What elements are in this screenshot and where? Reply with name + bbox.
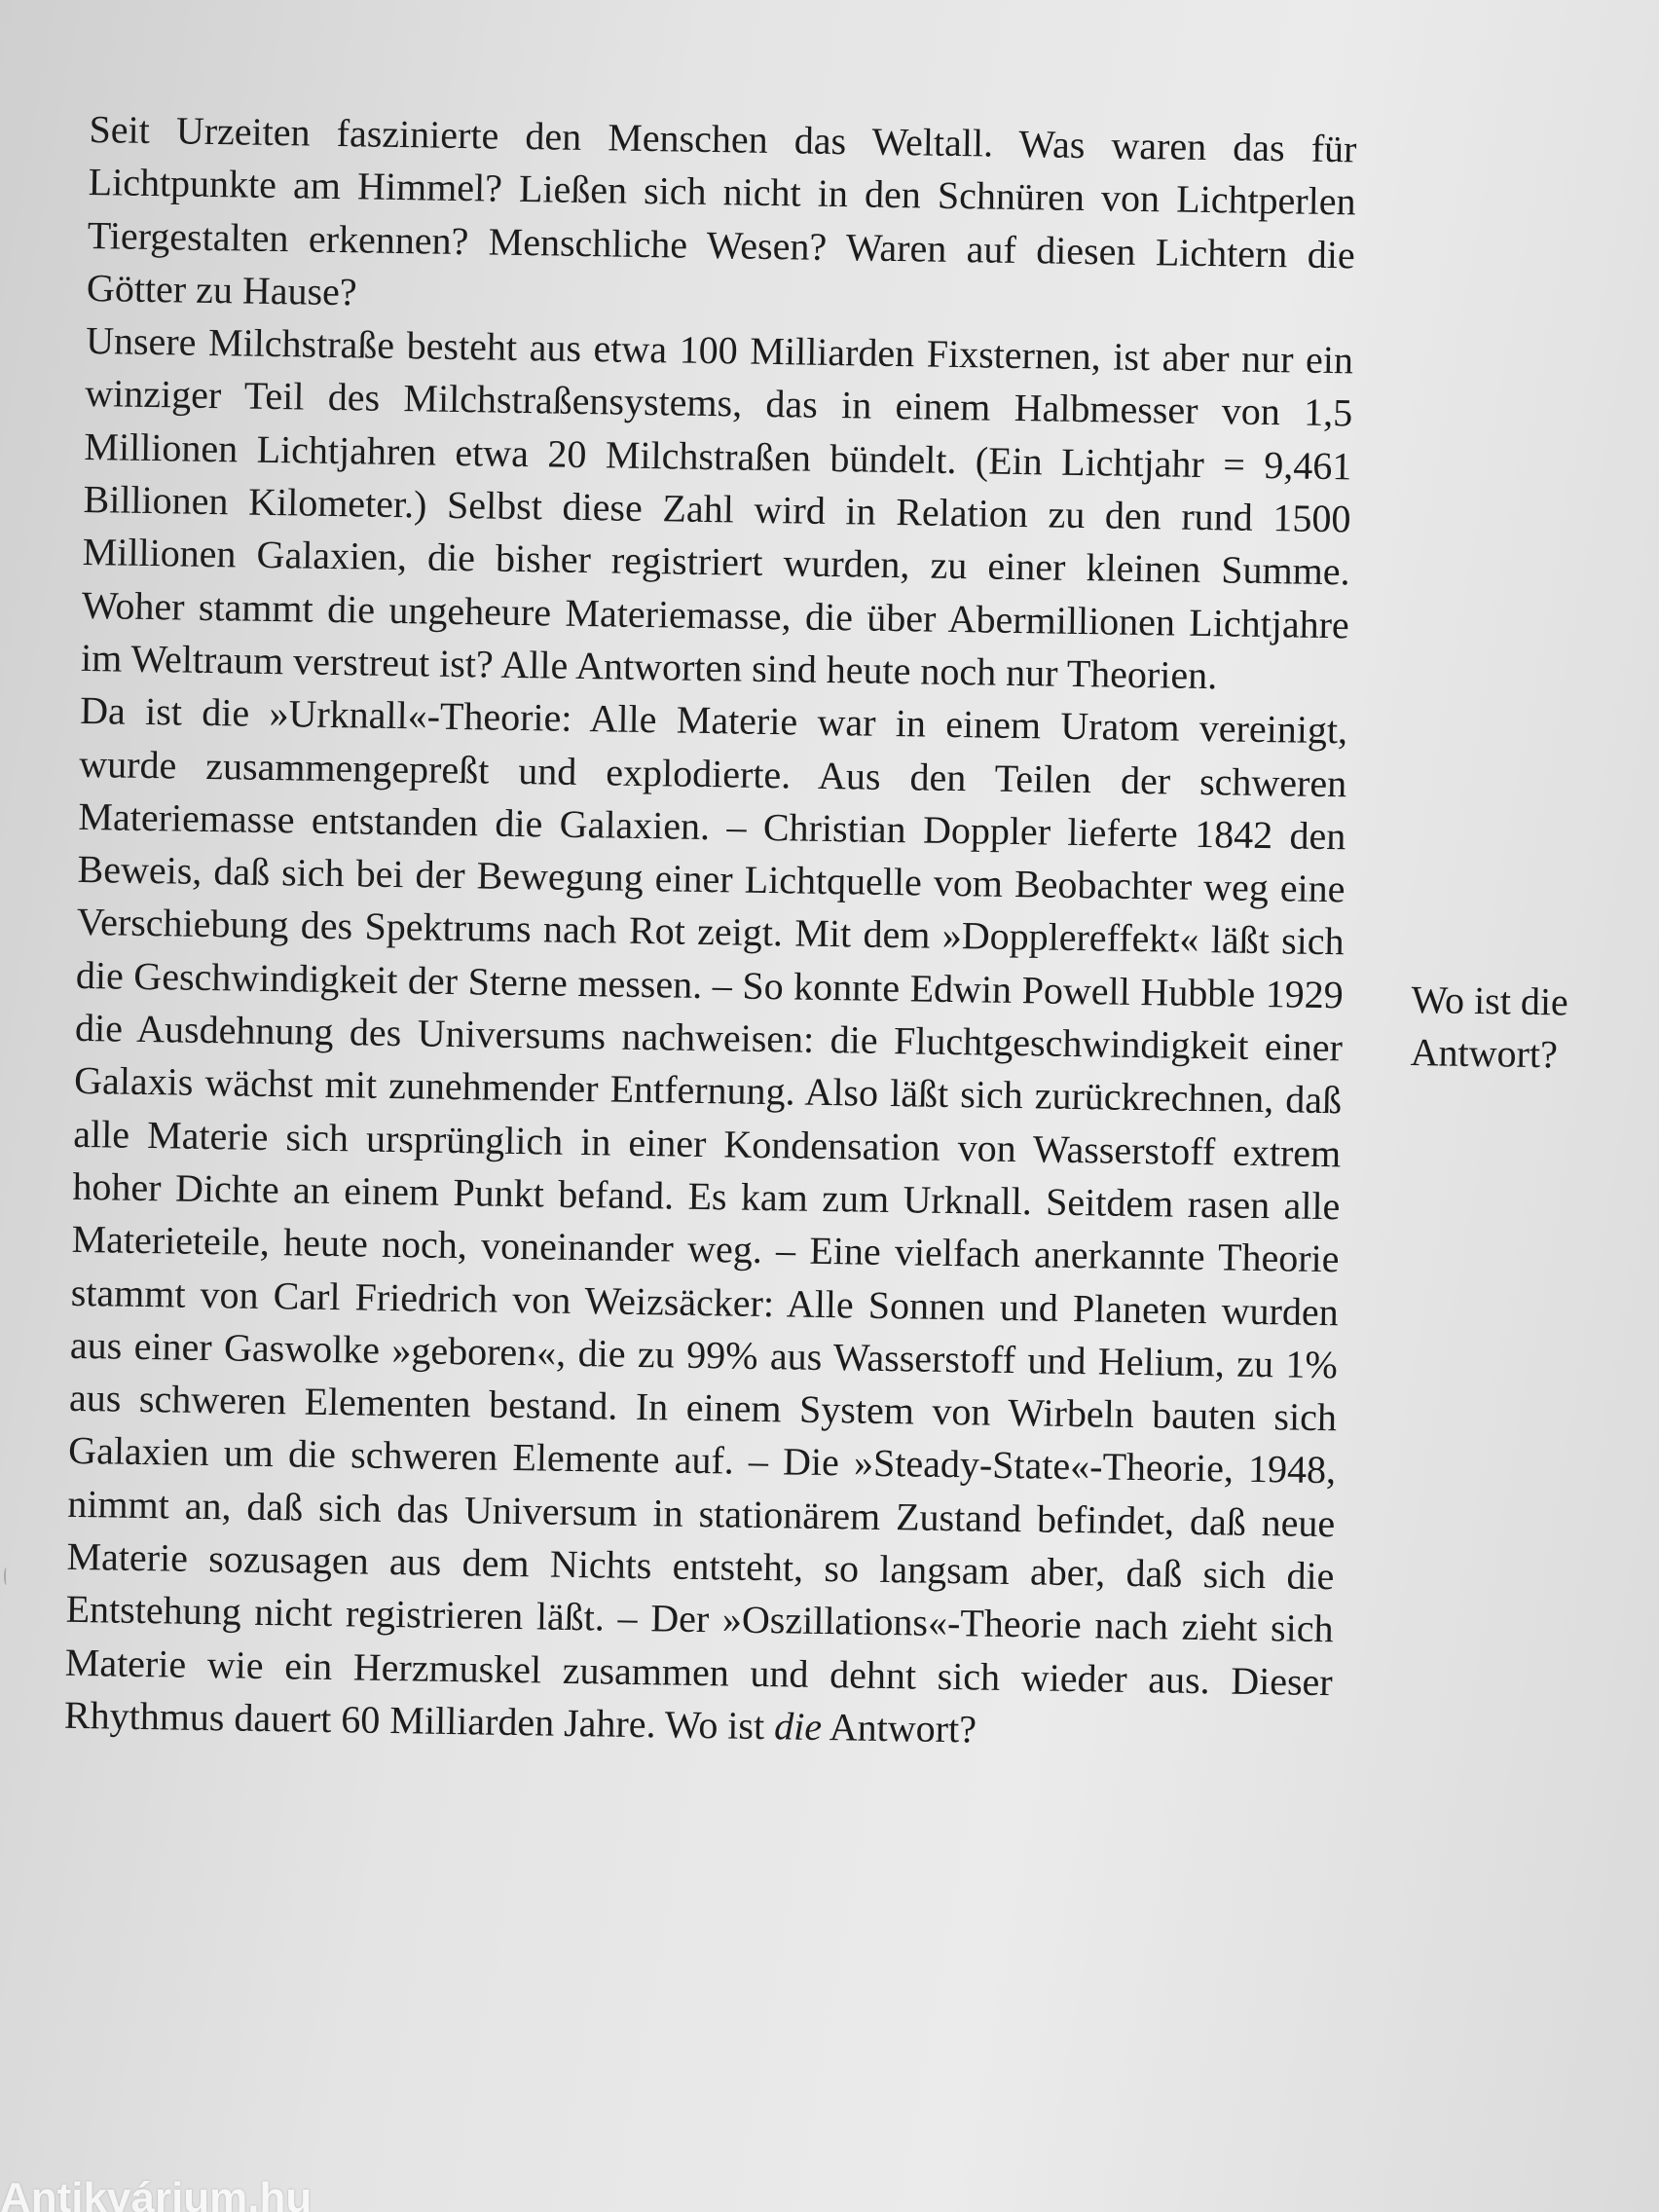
scan-mark	[4, 1567, 9, 1585]
paragraph-intro: Seit Urzeiten faszinierte den Menschen das Weltall. Was waren das für Lichtpunkte am Himmel? Ließen sich nicht in den Schnüren von Lichtperlen Tiergestalten erkennen? Menschliche Wesen? Waren auf diesen Lichtern die Götter zu Hause?	[86, 106, 1357, 314]
margin-note	[1410, 974, 1626, 1082]
margin-note-line-1: Wo ist die	[1411, 977, 1569, 1024]
paragraph-theories-tail: Antwort?	[821, 1704, 977, 1751]
main-text-block	[64, 103, 1357, 1761]
paragraph-theories-body: Da ist die »Urknall«-Theorie: Alle Materie war in einem Uratom vereinigt, wurde zusammengepreßt und explodierte. Aus den Teilen der schweren Materiemasse entstanden die Galaxien. – Christian Doppler lieferte 1842 den Beweis, daß sich bei der Bewegung einer Lichtquelle vom Beobachter weg eine Verschiebung des Spektrums nach Rot zeigt. Mit dem »Dopplereffekt« läßt sich die Geschwindigkeit der Sterne messen. – So konnte Edwin Powell Hubble 1929 die Ausdehnung des Universums nachweisen: die Fluchtgeschwindigkeit einer Galaxis wächst mit zunehmender Entfernung. Also läßt sich zurückrechnen, daß alle Materie sich ursprünglich in einer Kondensation von Wasserstoff extrem hoher Dichte an einem Punkt befand. Es kam zum Urknall. Seitdem rasen alle Materieteile, heute noch, voneinander weg. – Eine vielfach anerkannte Theorie stammt von Carl Friedrich von Weizsäcker: Alle Sonnen und Planeten wurden aus einer Gaswolke »geboren«, die zu 99% aus Wasserstoff und Helium, zu 1% aus schweren Elementen bestand. In einem System von Wirbeln bauten sich Galaxien um die schweren Elemente auf. – Die »Steady-State«-Theorie, 1948, nimmt an, daß sich das Universum in stationärem Zustand befindet, daß neue Materie sozusagen aus dem Nichts entsteht, so langsam aber, daß sich die Entstehung nicht registrieren läßt. – Der »Oszillations«-Theorie nach zieht sich Materie wie ein Herzmuskel zusammen und dehnt sich wieder aus. Dieser Rhythmus dauert 60 Milliarden Jahre. Wo ist	[63, 688, 1348, 1749]
paragraph-milky-way: Unsere Milchstraße besteht aus etwa 100 Milliarden Fixsternen, ist aber nur ein winziger Teil des Milchstraßensystems, das in einem Halbmesser von 1,5 Millionen Lichtjahren etwa 20 Milchstraßen bündelt. (Ein Lichtjahr = 9,461 Billionen Kilometer.) Selbst diese Zahl wird in Relation zu den rund 1500 Millionen Galaxien, die bisher registriert wurden, zu einer kleinen Summe. Woher stammt die ungeheure Materiemasse, die über Abermillionen Lichtjahre im Weltraum verstreut ist? Alle Antworten sind heute noch nur Theorien.	[80, 318, 1354, 698]
emphasis-die: die	[773, 1704, 823, 1749]
margin-note-line-2: Antwort?	[1410, 1029, 1559, 1077]
watermark-logo: Antikvárium.hu	[0, 2177, 313, 2212]
paragraph-theories	[64, 684, 1348, 1761]
